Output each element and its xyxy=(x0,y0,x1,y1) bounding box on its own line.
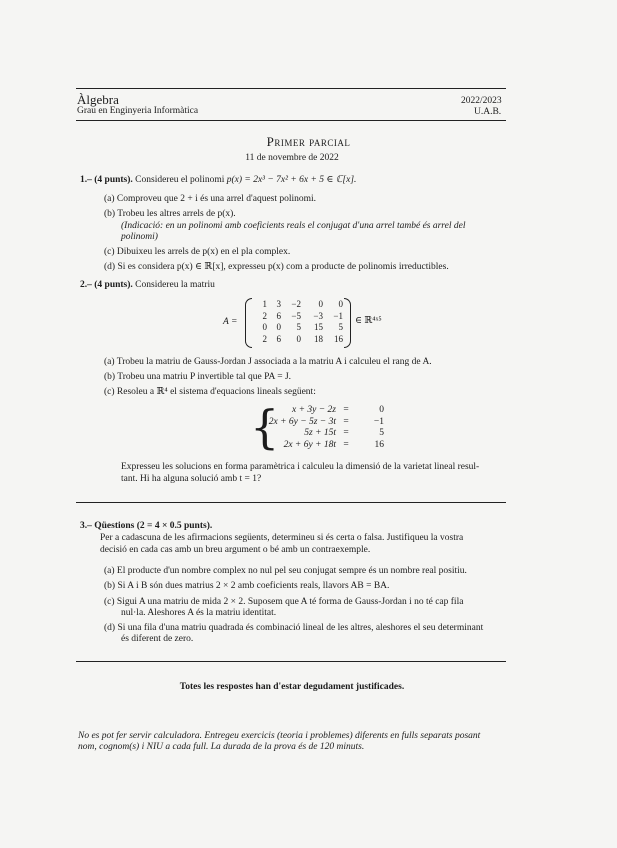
equation-rhs: 5 xyxy=(379,428,384,439)
problem-3-number: 3.– xyxy=(80,521,92,531)
equation-eq: = xyxy=(343,416,349,427)
system-brace: { xyxy=(250,400,280,454)
equation-rhs: 16 xyxy=(374,439,384,450)
matrix-entries xyxy=(253,299,343,345)
problem-3-item-a: (a) El producte d'un nombre complex no nul pel seu conjugat sempre és un nombre real positiu. xyxy=(104,566,467,576)
system-equations xyxy=(262,405,384,451)
exam-date: 11 de novembre de 2022 xyxy=(245,153,339,163)
problem-3-item-d: (d) Si una fila d'una matriu quadrada és combinació lineal de les altres, aleshores el seu determinant xyxy=(104,623,484,633)
matrix-entry: 0 xyxy=(262,322,267,332)
matrix-entry: 2 xyxy=(262,333,267,344)
problem-3-item-c-line2: nul·la. Aleshores A és la matriu identitat. xyxy=(121,608,277,618)
problem-1-item-c: (c) Dibuixeu les arrels de p(x) en el pla complex. xyxy=(104,247,291,257)
problem-2-points: (4 punts). xyxy=(94,280,133,290)
justification-note: Totes les respostes han d'estar degudament justificades. xyxy=(179,682,405,692)
problem-1-points: (4 punts). xyxy=(94,175,133,185)
equation-eq: = xyxy=(343,405,349,415)
matrix-entry: 6 xyxy=(276,333,281,344)
problem-2-item-c: (c) Resoleu a ℝ⁴ el sistema d'equacions lineals següent: xyxy=(104,387,316,397)
matrix-entry: 5 xyxy=(296,322,301,332)
exam-title: Primer parcial xyxy=(266,134,351,149)
matrix-entry: 0 xyxy=(296,333,301,344)
matrix-entry: 18 xyxy=(314,333,323,344)
section-divider-1 xyxy=(76,502,506,503)
matrix-entry: 3 xyxy=(276,299,281,309)
matrix-entry: 2 xyxy=(262,310,267,321)
problem-1-item-a: (a) Comproveu que 2 + i és una arrel d'aquest polinomi. xyxy=(104,194,317,204)
problem-1-number: 1.– xyxy=(80,175,92,185)
problem-3-item-b: (b) Si A i B són dues matrius 2 × 2 amb coeficients reals, llavors AB = BA. xyxy=(104,581,390,591)
matrix-entry: 15 xyxy=(314,322,323,332)
matrix-entry: −5 xyxy=(291,310,301,321)
problem-3-item-c: (c) Sigui A una matriu de mida 2 × 2. Suposem que A té forma de Gauss-Jordan i no té cap fila xyxy=(104,597,464,607)
matrix-name: A = xyxy=(223,317,238,327)
matrix-space: ∈ ℝ⁴ˣ⁵ xyxy=(355,316,382,326)
problem-3-intro-line2: decisió en cada cas amb un breu argument o bé amb un contraexemple. xyxy=(100,545,371,555)
equation-eq: = xyxy=(343,439,349,450)
problem-2-item-b: (b) Trobeu una matriu P invertible tal que PA = J. xyxy=(104,372,292,382)
equation-lhs: x + 3y − 2z xyxy=(292,405,336,415)
problem-2-followup-line1: Expresseu les solucions en forma paramètrica i calculeu la dimensió de la varietat lineal resul- xyxy=(121,462,480,472)
matrix-entry: 6 xyxy=(276,310,281,321)
degree-name: Grau en Enginyeria Informàtica xyxy=(77,106,199,116)
matrix-right-bracket xyxy=(344,298,351,348)
problem-1-statement xyxy=(80,174,356,186)
equation-lhs: 5z + 15t xyxy=(304,428,336,439)
academic-year: 2022/2023 xyxy=(461,96,502,106)
problem-1-hint-line1: (Indicació: en un polinomi amb coeficients reals el conjugat d'una arrel també és arrel del xyxy=(121,221,466,231)
problem-1-text: Considereu el polinomi xyxy=(135,175,225,185)
equation-lhs: 2x + 6y + 18t xyxy=(283,439,336,450)
matrix-entry: −1 xyxy=(333,310,343,321)
equation-rhs: 0 xyxy=(379,405,384,415)
problem-3-intro-line1: Per a cadascuna de les afirmacions següents, determineu si és certa o falsa. Justifiqueu la vostra xyxy=(100,533,464,543)
problem-1-polynomial: p(x) = 2x³ − 7x² + 6x + 5 ∈ ℂ[x]. xyxy=(226,175,357,185)
exam-rules-line2: nom, cognom(s) i NIU a cada full. La durada de la prova és de 120 minuts. xyxy=(78,742,365,752)
exam-rules-line1: No es pot fer servir calculadora. Entregeu exercicis (teoria i problemes) diferents en fulls separats posant xyxy=(78,731,481,741)
matrix-entry: 0 xyxy=(276,322,281,332)
section-divider-2 xyxy=(76,661,506,662)
matrix-entry: 5 xyxy=(338,322,343,332)
problem-1-item-b: (b) Trobeu les altres arrels de p(x). xyxy=(104,209,236,219)
matrix-entry: 1 xyxy=(262,299,267,309)
problem-2-number: 2.– xyxy=(80,280,92,290)
matrix-left-bracket xyxy=(245,298,252,348)
matrix-entry: 0 xyxy=(318,299,323,309)
matrix-entry: 0 xyxy=(338,299,343,309)
header-top-rule xyxy=(76,88,506,89)
problem-3-heading: Qüestions (2 = 4 × 0.5 punts). xyxy=(94,521,213,531)
problem-2-followup-line2: tant. Hi ha alguna solució amb t = 1? xyxy=(121,474,262,484)
equation-lhs: 2x + 6y − 5z − 3t xyxy=(268,416,336,427)
matrix-entry: 16 xyxy=(334,333,343,344)
problem-3-item-d-line2: és diferent de zero. xyxy=(121,634,194,644)
matrix-entry: −3 xyxy=(313,310,323,321)
equation-rhs: −1 xyxy=(373,416,384,427)
course-title: Àlgebra xyxy=(77,92,119,107)
problem-2-statement xyxy=(80,279,215,291)
problem-2-text: Considereu la matriu xyxy=(135,280,215,290)
problem-3-statement xyxy=(80,520,212,532)
university: U.A.B. xyxy=(474,107,502,117)
header-bottom-rule xyxy=(76,120,506,121)
equation-eq: = xyxy=(343,428,349,439)
problem-1-hint-line2: polinomi) xyxy=(121,232,158,242)
matrix-entry: −2 xyxy=(291,299,301,309)
problem-1-item-d: (d) Si es considera p(x) ∈ ℝ[x], expresseu p(x) com a producte de polinomis irreductibles. xyxy=(104,262,449,272)
problem-2-item-a: (a) Trobeu la matriu de Gauss-Jordan J associada a la matriu A i calculeu el rang de A. xyxy=(104,357,432,367)
